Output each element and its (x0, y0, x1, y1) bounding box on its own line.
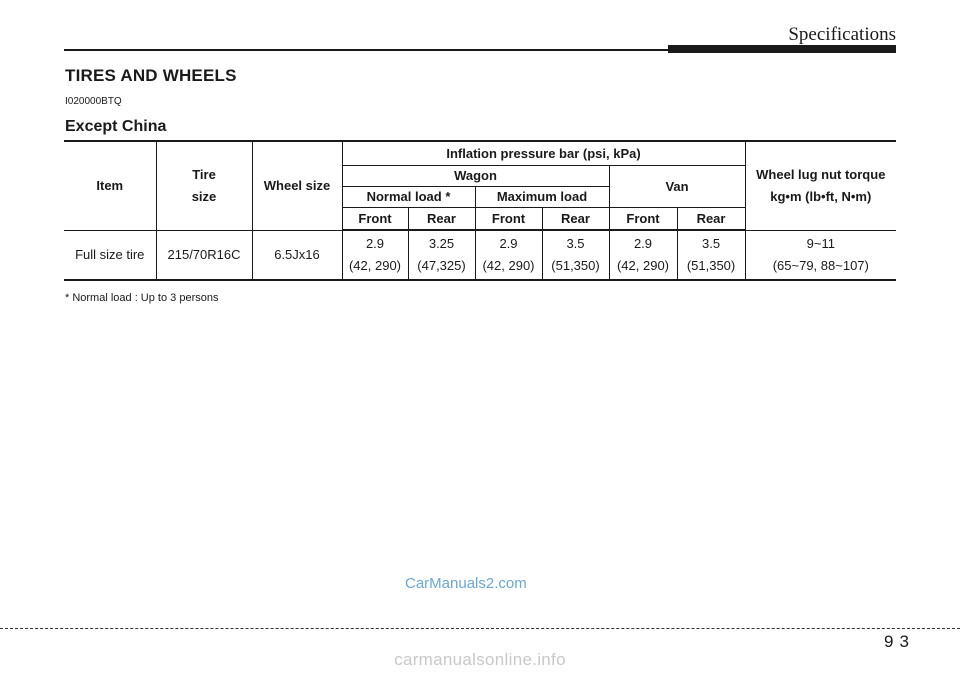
header-front: Front (475, 207, 542, 230)
footnote: * Normal load : Up to 3 persons (65, 292, 219, 304)
watermark-link[interactable]: CarManuals2.com (405, 575, 527, 592)
header-maximum-load: Maximum load (475, 186, 609, 207)
pressure-detail: (42, 290) (482, 258, 535, 273)
pressure-bar: 2.9 (365, 236, 385, 251)
pressure-detail: (47,325) (417, 258, 466, 273)
cell-torque (745, 230, 896, 280)
cell-pressure (609, 230, 677, 280)
pressure-bar: 2.9 (633, 236, 653, 251)
pressure-bar: 2.9 (499, 236, 518, 251)
torque-detail: (65~79, 88~107) (772, 257, 869, 273)
cell-pressure (342, 230, 408, 280)
header-accent-bar (668, 45, 896, 53)
header-tire-size (156, 141, 252, 230)
section-title: Specifications (788, 24, 896, 45)
header-wheel-size: Wheel size (252, 141, 342, 230)
page-heading: TIRES AND WHEELS (65, 66, 237, 85)
header-tire-size-line2: size (191, 188, 217, 204)
footer-brand-watermark: carmanualsonline.info (394, 650, 566, 669)
cell-pressure (677, 230, 745, 280)
cell-tire-size: 215/70R16C (156, 230, 252, 280)
header-torque (745, 141, 896, 230)
header-rear: Rear (677, 207, 745, 230)
page-number: 93 (884, 632, 915, 651)
document-code: I020000BTQ (65, 96, 122, 107)
cell-pressure (542, 230, 609, 280)
pressure-bar: 3.5 (701, 236, 721, 251)
header-rear: Rear (542, 207, 609, 230)
header-rear: Rear (408, 207, 475, 230)
pressure-detail: (51,350) (686, 258, 736, 273)
pressure-detail: (42, 290) (348, 258, 402, 273)
cell-pressure (475, 230, 542, 280)
torque-value: 9~11 (806, 235, 835, 251)
tires-wheels-table (64, 140, 896, 281)
cell-item: Full size tire (64, 230, 156, 280)
header-front: Front (609, 207, 677, 230)
pressure-detail: (51,350) (551, 258, 600, 273)
header-torque-line1: Wheel lug nut torque (756, 166, 886, 182)
pressure-bar: 3.25 (428, 236, 455, 251)
cell-pressure (408, 230, 475, 280)
header-normal-load: Normal load * (342, 186, 475, 207)
subheading: Except China (65, 118, 167, 135)
header-wagon: Wagon (342, 165, 609, 186)
footer-dashed-divider (0, 628, 960, 629)
pressure-detail: (42, 290) (616, 258, 670, 273)
pressure-bar: 3.5 (566, 236, 585, 251)
cell-wheel-size: 6.5Jx16 (252, 230, 342, 280)
header-van: Van (609, 165, 745, 207)
header-tire-size-line1: Tire (192, 166, 216, 182)
header-item: Item (64, 141, 156, 230)
header-front: Front (342, 207, 408, 230)
header-inflation: Inflation pressure bar (psi, kPa) (342, 141, 745, 165)
header-torque-line2: kg•m (lb•ft, N•m) (770, 188, 872, 204)
